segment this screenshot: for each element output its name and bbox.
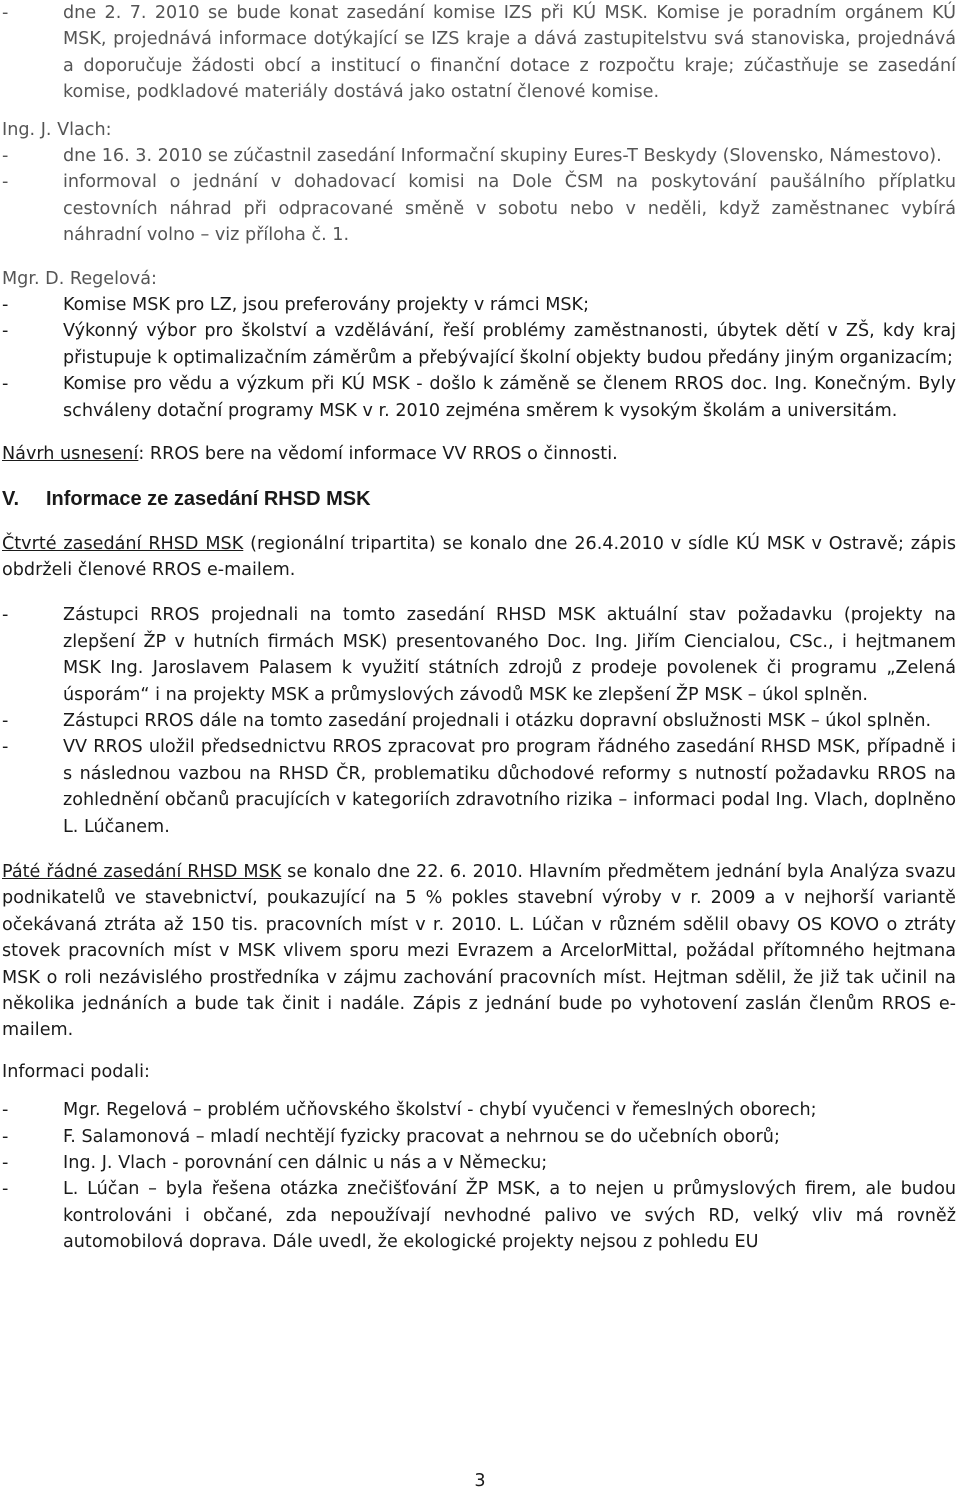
resolution-paragraph: [2, 441, 956, 467]
page-number: 3: [474, 1471, 486, 1491]
regelova-heading: Mgr. D. Regelová:: [2, 268, 157, 289]
fifth-meeting-text: se konalo dne 22. 6. 2010. Hlavním předmětem jednání byla Analýza svazu podnikatelů ve stavebnictví, poukazující na 5 % pokles stavební výroby v r. 2009 a v nejhorší variantě očekávaná ztráta až 150 tis. pracovních míst v r. 2010. L. Lúčan v různém sdělil obavy OS KOVO o ztráty stovek pracovních míst v MSK vlivem sporu mezi Evrazem a ArcelorMittal, požádal přítomného hejtmana MSK o roli nezávislého prostředníka v zájmu zachování pracovních míst. Hejtman sdělil, že již tak učinil na několika jednáních a bude tak činit i nadále. Zápis z jednání bude po vyhotovení zaslán členům RROS e-mailem.: [2, 861, 956, 1041]
fifth-meeting-paragraph: [2, 859, 956, 1044]
list-item: - Výkonný výbor pro školství a vzdělávání, řeší problémy zaměstnanosti, úbytek dětí v ZŠ, kdy kraj přistupuje k optimalizačním záměrům a přebývající školní objekty budou předány jiným organizacím;: [2, 318, 956, 371]
list-item: - L. Lúčan – byla řešena otázka znečišťování ŽP MSK, a to nejen u průmyslových firem, ale budou kontrolováni i občané, zda nepoužívají nevhodné palivo ve svých RD, velký vliv má rovněž automobilová doprava. Dále uvedl, že ekologické projekty nejsou z pohledu EU: [2, 1176, 956, 1255]
fourth-meeting-list: [2, 602, 956, 840]
list-item: - Ing. J. Vlach - porovnání cen dálnic u nás a v Německu;: [2, 1150, 956, 1176]
list-item: - informoval o jednání v dohadovací komisi na Dole ČSM na poskytování paušálního příplatku cestovních náhrad při odpracované směně v sobotu nebo v neděli, když zaměstnanec vybírá náhradní volno – viz příloha č. 1.: [2, 169, 956, 248]
vlach-list: [2, 143, 956, 249]
section-number: V.: [2, 487, 20, 510]
list-item: - VV RROS uložil předsednictvu RROS zpracovat pro program řádného zasedání RHSD MSK, případně i s následnou vazbou na RHSD ČR, problematiku důchodové reformy s nutností požadavku RROS na zohlednění občanů pracujících v kategoriích zdravotního rizika – informaci podal Ing. Vlach, doplněno L. Lúčanem.: [2, 734, 956, 840]
fourth-meeting-label: Čtvrté zasedání RHSD MSK: [2, 533, 244, 554]
list-item: - Zástupci RROS dále na tomto zasedání projednali i otázku dopravní obslužnosti MSK – úkol splněn.: [2, 708, 956, 734]
resolution-text: : RROS bere na vědomí informace VV RROS o činnosti.: [138, 444, 618, 465]
list-item: - dne 2. 7. 2010 se bude konat zasedání komise IZS při KÚ MSK. Komise je poradním orgánem KÚ MSK, projednává informace dotýkající se IZS kraje a dává zastupitelstvu svá stanoviska, projednává a doporučuje žádosti obcí a institucí o finanční dotace z rozpočtu kraje; zúčastňuje se zasedání komise, podkladové materiály dostává jako ostatní členové komise.: [2, 0, 956, 106]
section-title: Informace ze zasedání RHSD MSK: [46, 487, 371, 510]
regelova-list: [2, 292, 956, 424]
list-item: - dne 16. 3. 2010 se zúčastnil zasedání Informační skupiny Eures-T Beskydy (Slovensko, Námestovo).: [2, 143, 956, 169]
section-heading: [2, 486, 956, 512]
list-item: - Komise pro vědu a výzkum při KÚ MSK - došlo k záměně se členem RROS doc. Ing. Konečným. Byly schváleny dotační programy MSK v r. 2010 zejména směrem k vysokým školám a universitám.: [2, 371, 956, 424]
fourth-meeting-text: (regionální tripartita) se konalo dne 26.4.2010 v sídle KÚ MSK v Ostravě; zápis obdrželi členové RROS e-mailem.: [2, 533, 956, 580]
resolution-label: Návrh usnesení: [2, 444, 139, 465]
fourth-meeting-paragraph: [2, 531, 956, 584]
list-item: - Zástupci RROS projednali na tomto zasedání RHSD MSK aktuální stav požadavku (projekty na zlepšení ŽP v hutních firmách MSK) presentovaného Doc. Ing. Jiřím Ciencialou, CSc., i hejtmanem MSK Ing. Jaroslavem Palasem k využití státních zdrojů z prodeje povolenek či programu „Zelená úsporám“ i na projekty MSK a průmyslových závodů MSK ke zlepšení ŽP MSK – úkol splněn.: [2, 602, 956, 708]
informed-list: [2, 1097, 956, 1255]
informed-heading: Informaci podali:: [2, 1061, 150, 1082]
list-item: - Mgr. Regelová – problém učňovského školství - chybí vyučenci v řemeslných oborech;: [2, 1097, 956, 1123]
list-item: - F. Salamonová – mladí nechtějí fyzicky pracovat a nehrnou se do učebních oborů;: [2, 1124, 956, 1150]
list-item: - Komise MSK pro LZ, jsou preferovány projekty v rámci MSK;: [2, 292, 956, 318]
fifth-meeting-label: Páté řádné zasedání RHSD MSK: [2, 861, 282, 882]
vlach-heading: Ing. J. Vlach:: [2, 119, 112, 140]
ikz-list: [2, 0, 956, 106]
